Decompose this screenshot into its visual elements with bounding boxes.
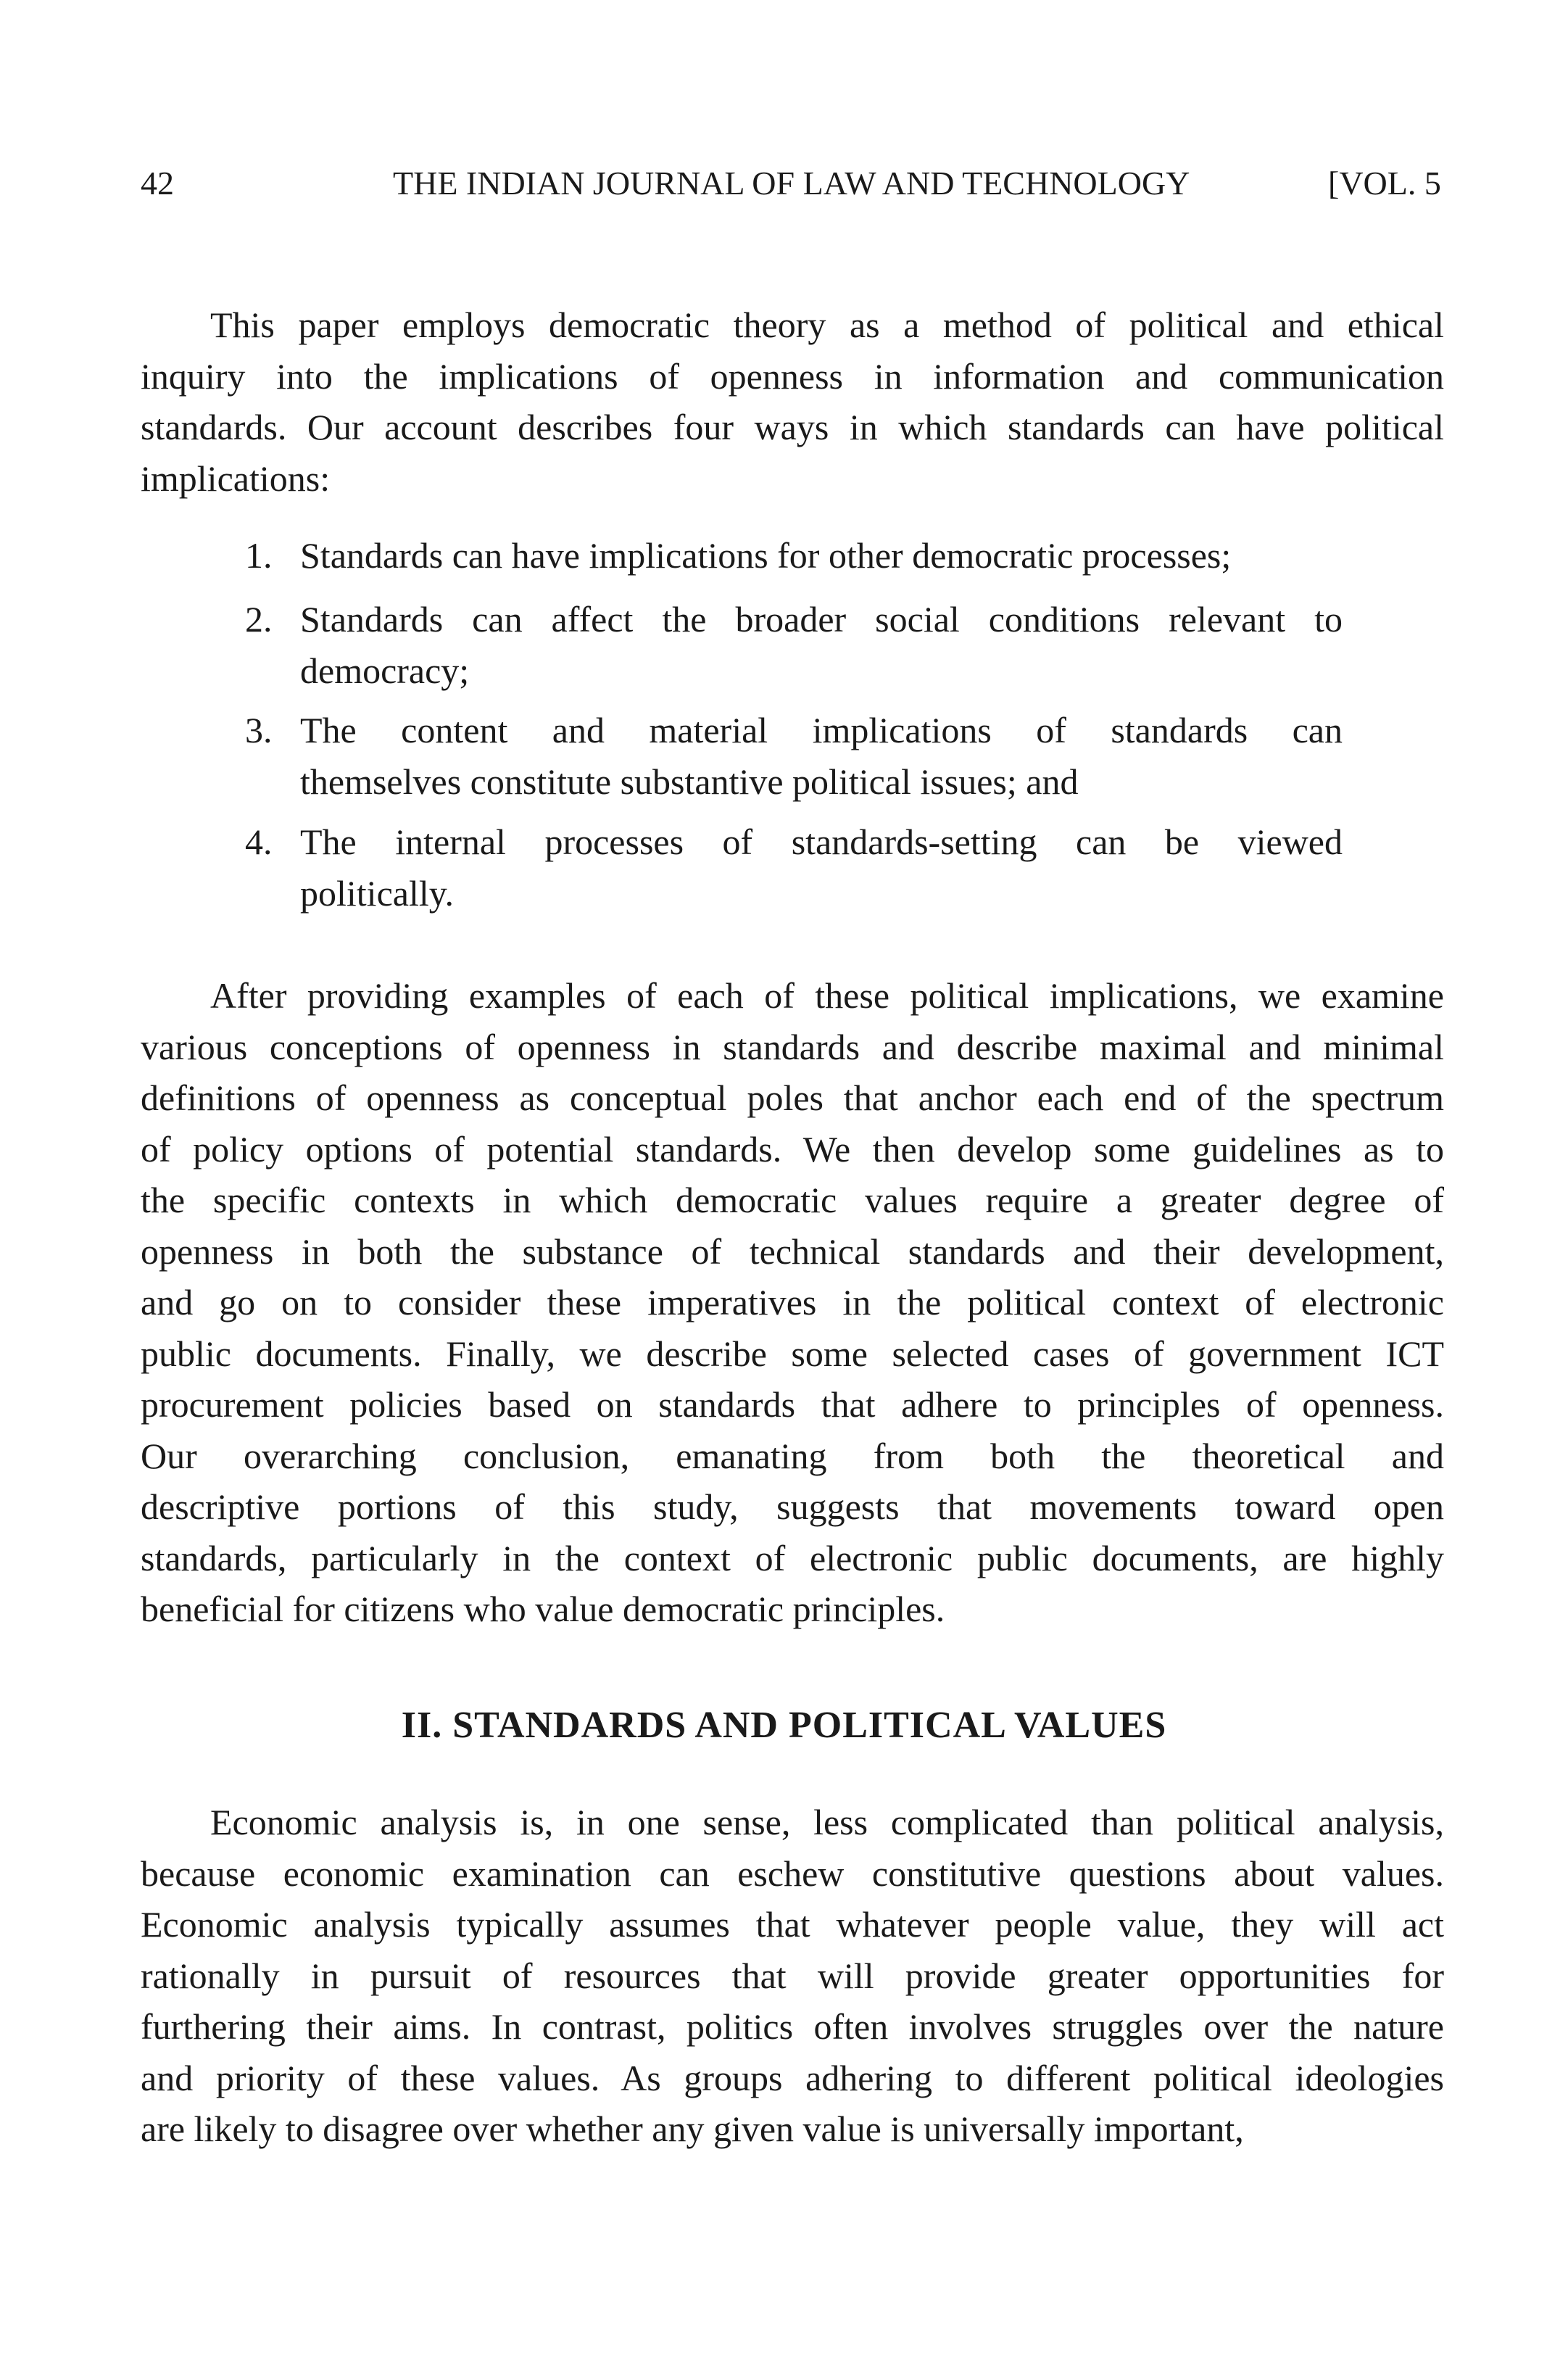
list-number: 1. [245, 535, 273, 576]
text-line: procurement policies based on standards that adhere to principles of openness. [141, 1384, 1444, 1425]
text-line: are likely to disagree over whether any given value is universally important, [141, 2108, 1244, 2149]
text-line: descriptive portions of this study, suggests that movements toward open [141, 1486, 1444, 1527]
list-number: 4. [245, 821, 273, 862]
list-text-line: democracy; [300, 650, 470, 691]
text-line: public documents. Finally, we describe some selected cases of government ICT [141, 1333, 1444, 1374]
text-line: beneficial for citizens who value democratic principles. [141, 1589, 945, 1629]
text-line: standards, particularly in the context of electronic public documents, are highly [141, 1537, 1444, 1578]
list-text-line: themselves constitute substantive political issues; and [300, 761, 1079, 802]
text-line: rationally in pursuit of resources that will provide greater opportunities for [141, 1955, 1444, 1996]
paragraph-intro [141, 299, 1444, 504]
list-item [245, 530, 1343, 581]
text-line: After providing examples of each of these political implications, we examine [210, 975, 1444, 1016]
paragraph-summary [141, 970, 1444, 1635]
text-line: standards. Our account describes four ways in which standards can have political [141, 407, 1444, 447]
text-line: furthering their aims. In contrast, politics often involves struggles over the nature [141, 2006, 1444, 2047]
list-text-line: Standards can affect the broader social conditions relevant to [300, 599, 1343, 639]
text-line: of policy options of potential standards. We then develop some guidelines as to [141, 1128, 1444, 1170]
text-line: and go on to consider these imperatives in the political context of electronic [141, 1282, 1444, 1322]
list-text-line: The content and material implications of standards can [300, 710, 1343, 750]
text-line: inquiry into the implications of openness in information and communication [141, 355, 1444, 397]
list-number: 2. [245, 599, 273, 639]
list-item [245, 816, 1343, 919]
list-item [245, 594, 1343, 696]
section-heading: II. STANDARDS AND POLITICAL VALUES [401, 1705, 1167, 1746]
text-line: openness in both the substance of technical standards and their development, [141, 1230, 1444, 1272]
page-number: 42 [141, 165, 174, 202]
volume-label: [VOL. 5 [1328, 165, 1441, 202]
text-line: Our overarching conclusion, emanating from both the theoretical and [141, 1435, 1444, 1476]
list-number: 3. [245, 710, 273, 750]
text-line: because economic examination can eschew constitutive questions about values. [141, 1853, 1444, 1894]
text-line: This paper employs democratic theory as a method of political and ethical [210, 305, 1444, 345]
paragraph-economic-analysis [141, 1797, 1444, 2155]
list-text-line: The internal processes of standards-setting can be viewed [300, 821, 1343, 862]
text-line: Economic analysis typically assumes that whatever people value, they will act [141, 1904, 1444, 1945]
text-line: definitions of openness as conceptual poles that anchor each end of the spectrum [141, 1077, 1444, 1118]
text-line: implications: [141, 458, 331, 499]
text-line: various conceptions of openness in standards and describe maximal and minimal [141, 1026, 1444, 1067]
text-line: Economic analysis is, in one sense, less complicated than political analysis, [210, 1802, 1444, 1842]
list-text-line: Standards can have implications for other democratic processes; [300, 535, 1232, 576]
text-line: the specific contexts in which democratic values require a greater degree of [141, 1180, 1444, 1220]
list-text-line: politically. [300, 872, 454, 914]
list-item [245, 705, 1343, 807]
running-header-title: THE INDIAN JOURNAL OF LAW AND TECHNOLOGY [393, 165, 1190, 202]
text-line: and priority of these values. As groups adhering to different political ideologies [141, 2057, 1444, 2098]
